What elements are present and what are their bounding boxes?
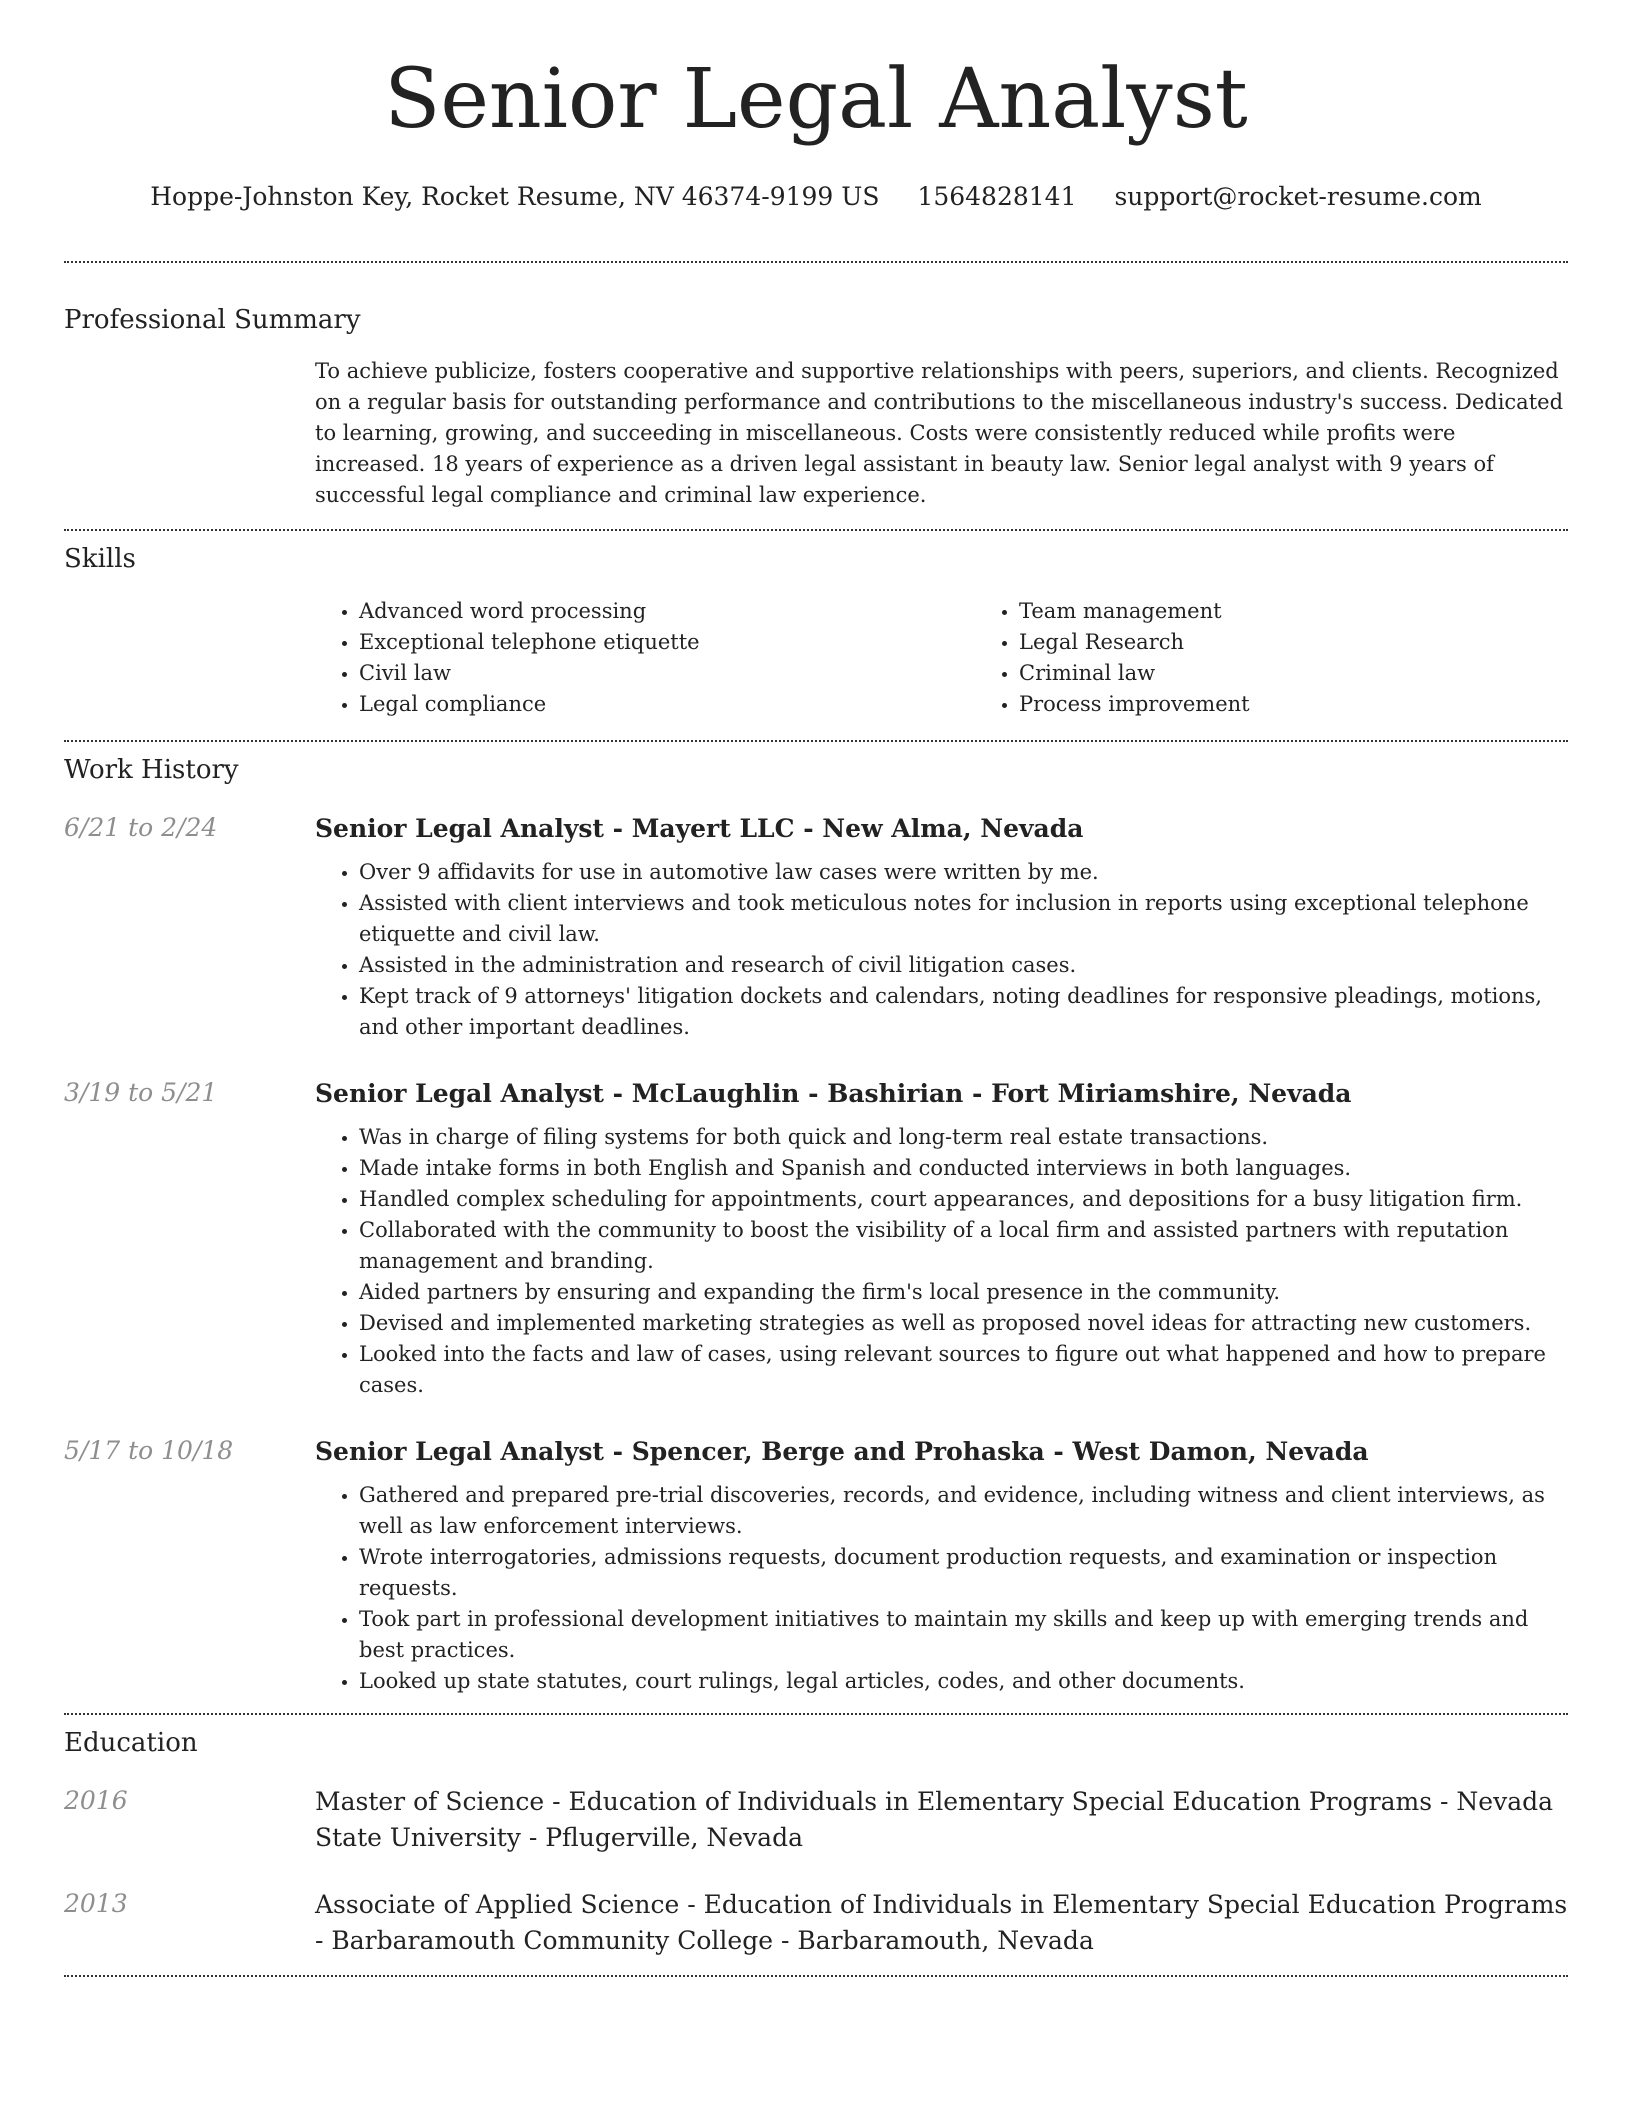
section-divider — [64, 1975, 1568, 1977]
education-entry — [64, 1784, 1568, 1856]
job-bullet: • Aided partners by ensuring and expanding the firm's local presence in the community. — [359, 1277, 1568, 1308]
skill-item: • Legal compliance — [359, 689, 975, 720]
job-bullet: • Handled complex scheduling for appointments, court appearances, and depositions for a busy litigation firm. — [359, 1184, 1568, 1215]
job-title: Senior Legal Analyst - Spencer, Berge and Prohaska - West Damon, Nevada — [315, 1437, 1369, 1466]
section-divider — [64, 1713, 1568, 1715]
summary-heading: Professional Summary — [64, 305, 361, 335]
education-year: 2016 — [64, 1786, 128, 1815]
contact-address: Hoppe-Johnston Key, Rocket Resume, NV 46374-9199 US — [150, 182, 880, 211]
job-entry — [64, 1076, 1568, 1401]
skill-item: • Criminal law — [1019, 658, 1632, 689]
education-year: 2013 — [64, 1889, 128, 1918]
skills-section — [64, 542, 1568, 720]
job-bullet: • Looked up state statutes, court rulings, legal articles, codes, and other documents. — [359, 1666, 1568, 1697]
job-bullets — [315, 857, 1568, 1043]
job-bullet: • Assisted in the administration and research of civil litigation cases. — [359, 950, 1568, 981]
skill-item: • Civil law — [359, 658, 975, 689]
job-bullet: • Was in charge of filing systems for both quick and long-term real estate transactions. — [359, 1122, 1568, 1153]
skill-item: • Legal Research — [1019, 627, 1632, 658]
section-divider — [64, 529, 1568, 531]
job-bullet: • Assisted with client interviews and took meticulous notes for inclusion in reports using exceptional telephone etiquette and civil law. — [359, 888, 1568, 950]
skill-item: • Process improvement — [1019, 689, 1632, 720]
summary-section — [64, 303, 1568, 511]
job-bullet: • Over 9 affidavits for use in automotive law cases were written by me. — [359, 857, 1568, 888]
section-divider — [64, 261, 1568, 263]
job-title: Senior Legal Analyst - McLaughlin - Bashirian - Fort Miriamshire, Nevada — [315, 1079, 1352, 1108]
job-bullets — [315, 1480, 1568, 1697]
skill-item: • Advanced word processing — [359, 596, 975, 627]
job-bullet: • Gathered and prepared pre-trial discoveries, records, and evidence, including witness and client interviews, as well as law enforcement interviews. — [359, 1480, 1568, 1542]
job-entry — [64, 1434, 1568, 1697]
work-history-section — [64, 753, 1568, 1697]
job-bullet: • Collaborated with the community to boost the visibility of a local firm and assisted partners with reputation management and branding. — [359, 1215, 1568, 1277]
section-divider — [64, 740, 1568, 742]
job-bullet: • Kept track of 9 attorneys' litigation dockets and calendars, noting deadlines for responsive pleadings, motions, and other important deadlines. — [359, 981, 1568, 1043]
skills-heading: Skills — [64, 544, 136, 574]
skills-list-left — [315, 596, 975, 720]
education-degree: Master of Science - Education of Individuals in Elementary Special Education Programs - Nevada State University - Pflugerville, Nevada — [315, 1787, 1554, 1852]
work-history-heading: Work History — [64, 755, 239, 785]
contact-email: support@rocket-resume.com — [1114, 182, 1482, 211]
job-bullet: • Wrote interrogatories, admissions requests, document production requests, and examination or inspection requests. — [359, 1542, 1568, 1604]
job-bullet: • Made intake forms in both English and Spanish and conducted interviews in both languages. — [359, 1153, 1568, 1184]
job-bullet: • Took part in professional development initiatives to maintain my skills and keep up with emerging trends and best practices. — [359, 1604, 1568, 1666]
education-section — [64, 1726, 1568, 1959]
job-entry — [64, 811, 1568, 1043]
resume-name: Senior Legal Analyst — [384, 52, 1248, 147]
job-bullet: • Looked into the facts and law of cases, using relevant sources to figure out what happened and how to prepare cases. — [359, 1339, 1568, 1401]
education-entry — [64, 1887, 1568, 1959]
skills-list-right — [975, 596, 1632, 720]
skill-item: • Team management — [1019, 596, 1632, 627]
contact-line — [64, 180, 1568, 214]
job-bullet: • Devised and implemented marketing strategies as well as proposed novel ideas for attracting new customers. — [359, 1308, 1568, 1339]
job-dates: 6/21 to 2/24 — [64, 813, 218, 842]
summary-text: To achieve publicize, fosters cooperative and supportive relationships with peers, superiors, and clients. Recognized on a regular basis for outstanding performance and contributions to the miscellaneous industry's success. Dedicated to learning, growing, and succeeding in miscellaneous. Costs were consistently reduced while profits were increased. 18 years of experience as a driven legal assistant in beauty law. Senior legal analyst with 9 years of successful legal compliance and criminal law experience. — [315, 359, 1564, 507]
education-heading: Education — [64, 1728, 198, 1758]
job-dates: 5/17 to 10/18 — [64, 1436, 234, 1465]
job-dates: 3/19 to 5/21 — [64, 1078, 218, 1107]
job-bullets — [315, 1122, 1568, 1401]
skill-item: • Exceptional telephone etiquette — [359, 627, 975, 658]
education-degree: Associate of Applied Science - Education of Individuals in Elementary Special Education Programs - Barbaramouth Community College - Barbaramouth, Nevada — [315, 1890, 1568, 1955]
contact-phone: 1564828141 — [917, 182, 1077, 211]
job-title: Senior Legal Analyst - Mayert LLC - New Alma, Nevada — [315, 814, 1084, 843]
